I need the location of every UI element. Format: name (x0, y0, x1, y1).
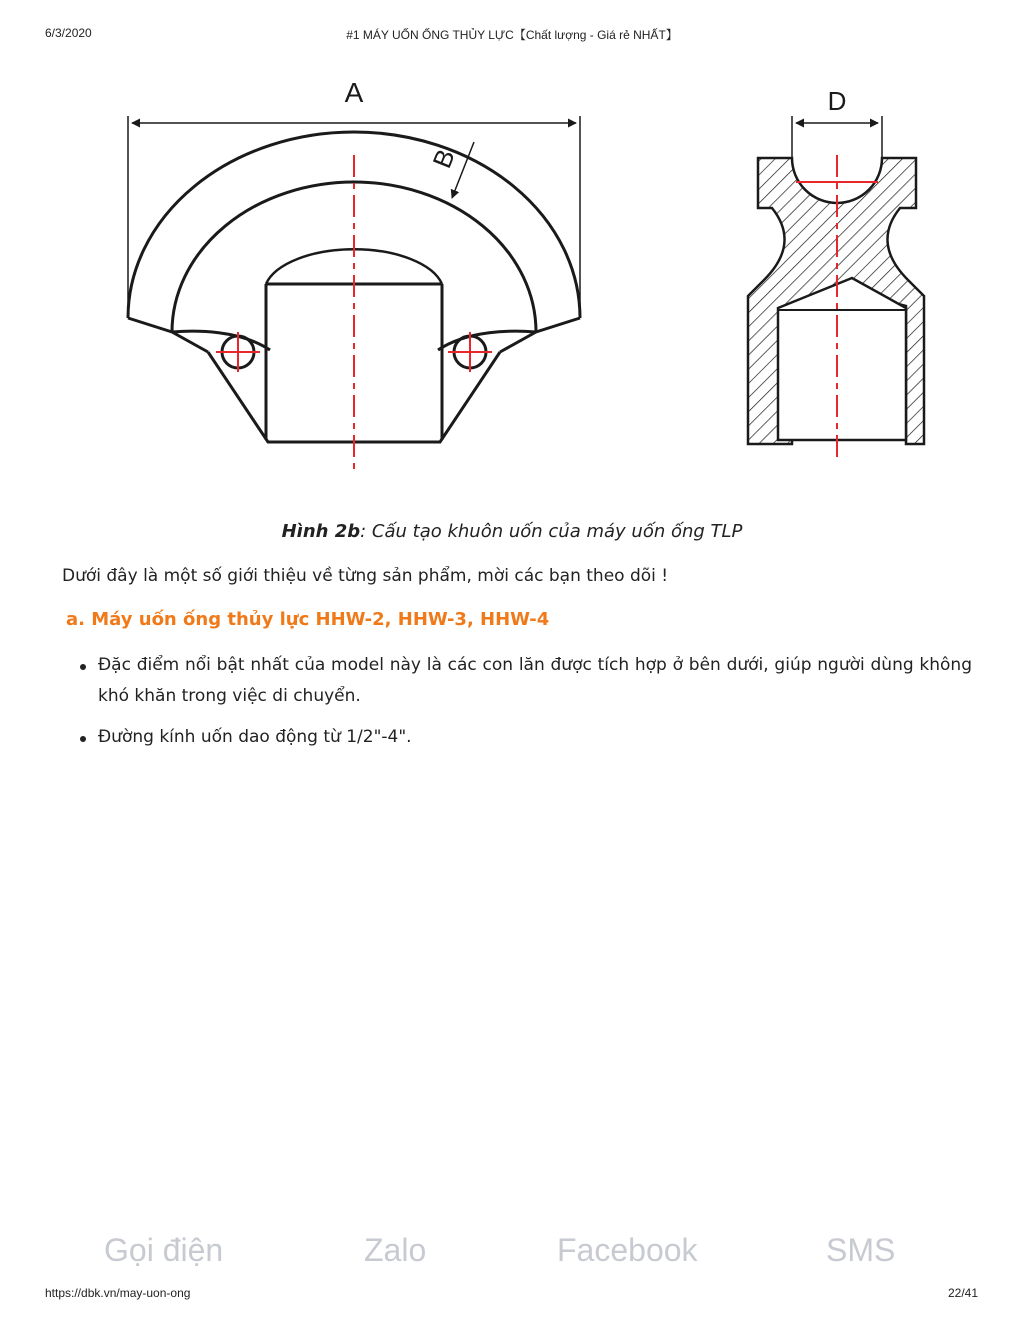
sms-button[interactable]: SMS (826, 1232, 896, 1268)
figure-caption (0, 521, 1024, 542)
print-title: #1 MÁY UỐN ỐNG THỦY LỰC【Chất lượng - Giá rẻ NHẤT】 (346, 28, 678, 42)
bullet-icon (80, 664, 86, 670)
caption-label: Hình 2b (281, 521, 361, 542)
bending-die-drawing (0, 60, 1024, 500)
list-item-text: Đường kính uốn dao động từ 1/2"-4". (98, 727, 412, 747)
feature-list (62, 650, 972, 763)
page-number: 22/41 (947, 1286, 978, 1300)
page-url: https://dbk.vn/may-uon-ong (45, 1286, 191, 1300)
intro-paragraph: Dưới đây là một số giới thiệu về từng sản phẩm, mời các bạn theo dõi ! (62, 566, 669, 586)
caption-text: : Cấu tạo khuôn uốn của máy uốn ống TLP (360, 521, 743, 542)
list-item (62, 722, 972, 753)
section-heading: a. Máy uốn ống thủy lực HHW-2, HHW-3, HHW-4 (66, 609, 550, 630)
dimension-d (792, 116, 882, 158)
list-item-text: Đặc điểm nổi bật nhất của model này là các con lăn được tích hợp ở bên dưới, giúp người dùng không khó khăn trong việc di chuyển. (98, 655, 972, 706)
dimension-d-label: D (827, 86, 847, 116)
bullet-icon (80, 736, 86, 742)
print-date: 6/3/2020 (45, 26, 92, 40)
facebook-button[interactable]: Facebook (557, 1232, 698, 1268)
dimension-b-label: B (426, 144, 461, 173)
contact-bar (0, 1232, 1024, 1276)
call-button[interactable]: Gọi điện (104, 1232, 224, 1268)
list-item (62, 650, 972, 712)
dimension-a-label: A (344, 77, 364, 108)
zalo-button[interactable]: Zalo (364, 1232, 427, 1268)
